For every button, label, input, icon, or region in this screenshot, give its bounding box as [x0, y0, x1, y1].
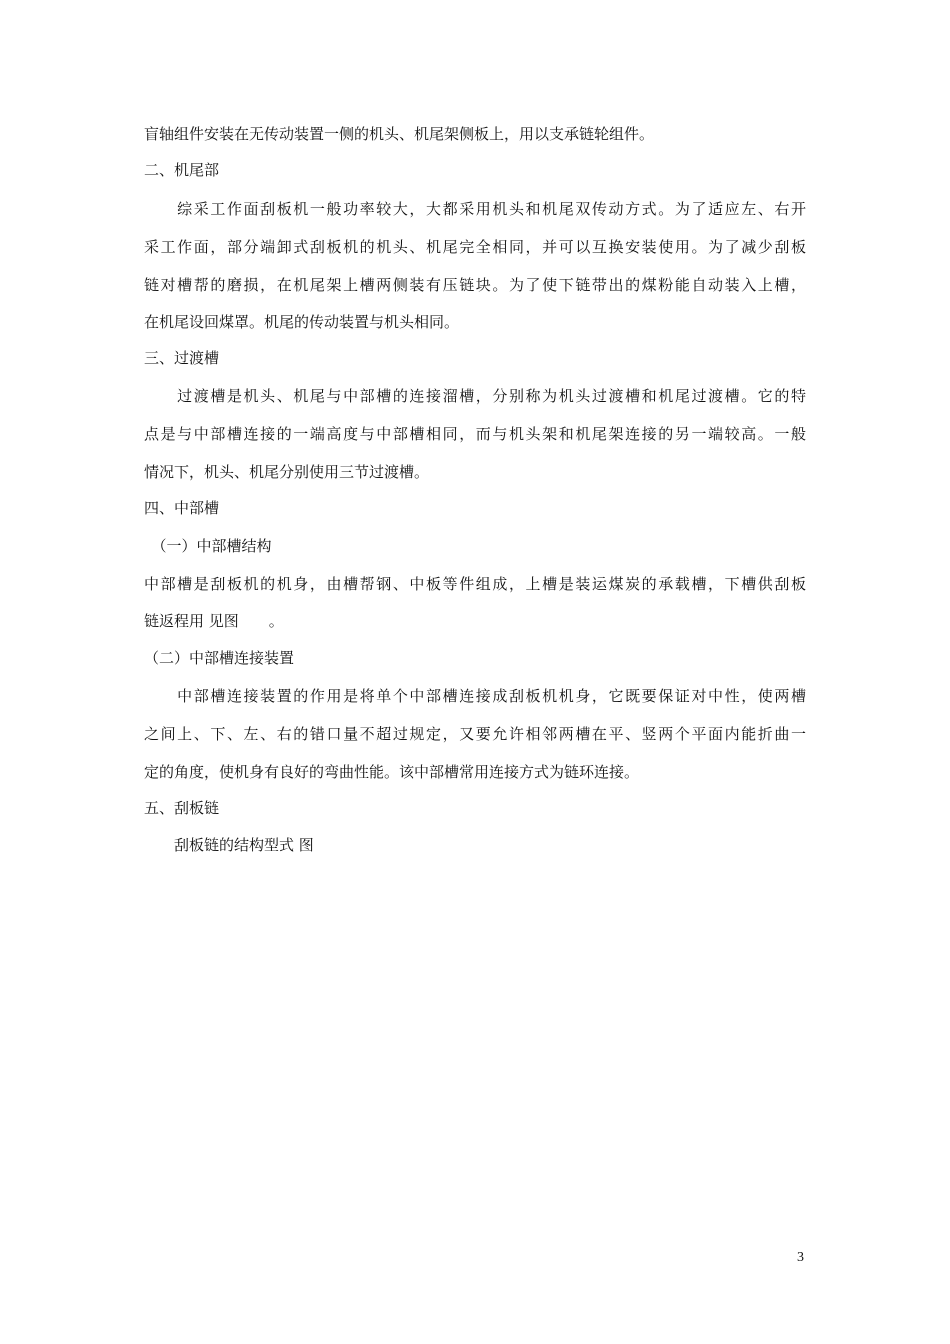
text-line-4: 采工作面，部分端卸式刮板机的机头、机尾完全相同，并可以互换安装使用。为了减少刮板 [144, 238, 806, 256]
text-line-10: 情况下，机头、机尾分别使用三节过渡槽。 [144, 463, 430, 481]
text-line-1: 盲轴组件安装在无传动装置一侧的机头、机尾架侧板上，用以支承链轮组件。 [144, 125, 655, 143]
text-line-17: 之间上、下、左、右的错口量不超过规定，又要允许相邻两槽在平、竖两个平面内能折曲一 [144, 725, 806, 743]
section-heading-tail: 二、机尾部 [144, 161, 220, 179]
section-heading-chain: 五、刮板链 [144, 799, 220, 817]
section-heading-middle: 四、中部槽 [144, 499, 220, 517]
text-line-3: 综采工作面刮板机一般功率较大，大都采用机头和机尾双传动方式。为了适应左、右开 [144, 200, 806, 218]
text-line-14: 链返程用 见图 。 [144, 612, 284, 630]
text-line-9: 点是与中部槽连接的一端高度与中部槽相同，而与机头架和机尾架连接的另一端较高。一般 [144, 425, 806, 443]
text-line-5: 链对槽帮的磨损，在机尾架上槽两侧装有压链块。为了使下链带出的煤粉能自动装入上槽， [144, 276, 806, 294]
text-line-6: 在机尾设回煤罩。机尾的传动装置与机头相同。 [144, 313, 460, 331]
page-number: 3 [797, 1250, 804, 1265]
text-line-18: 定的角度，使机身有良好的弯曲性能。该中部槽常用连接方式为链环连接。 [144, 763, 640, 781]
text-line-8: 过渡槽是机头、机尾与中部槽的连接溜槽，分别称为机头过渡槽和机尾过渡槽。它的特 [144, 387, 806, 405]
subsection-heading-connection: （二）中部槽连接装置 [144, 649, 295, 667]
text-line-16: 中部槽连接装置的作用是将单个中部槽连接成刮板机机身，它既要保证对中性，使两槽 [144, 687, 806, 705]
text-line-20: 刮板链的结构型式 图 [144, 836, 314, 854]
subsection-heading-structure: （一）中部槽结构 [144, 537, 272, 555]
section-heading-transition: 三、过渡槽 [144, 349, 220, 367]
text-line-13: 中部槽是刮板机的机身，由槽帮钢、中板等件组成，上槽是装运煤炭的承载槽，下槽供刮板 [144, 575, 806, 593]
